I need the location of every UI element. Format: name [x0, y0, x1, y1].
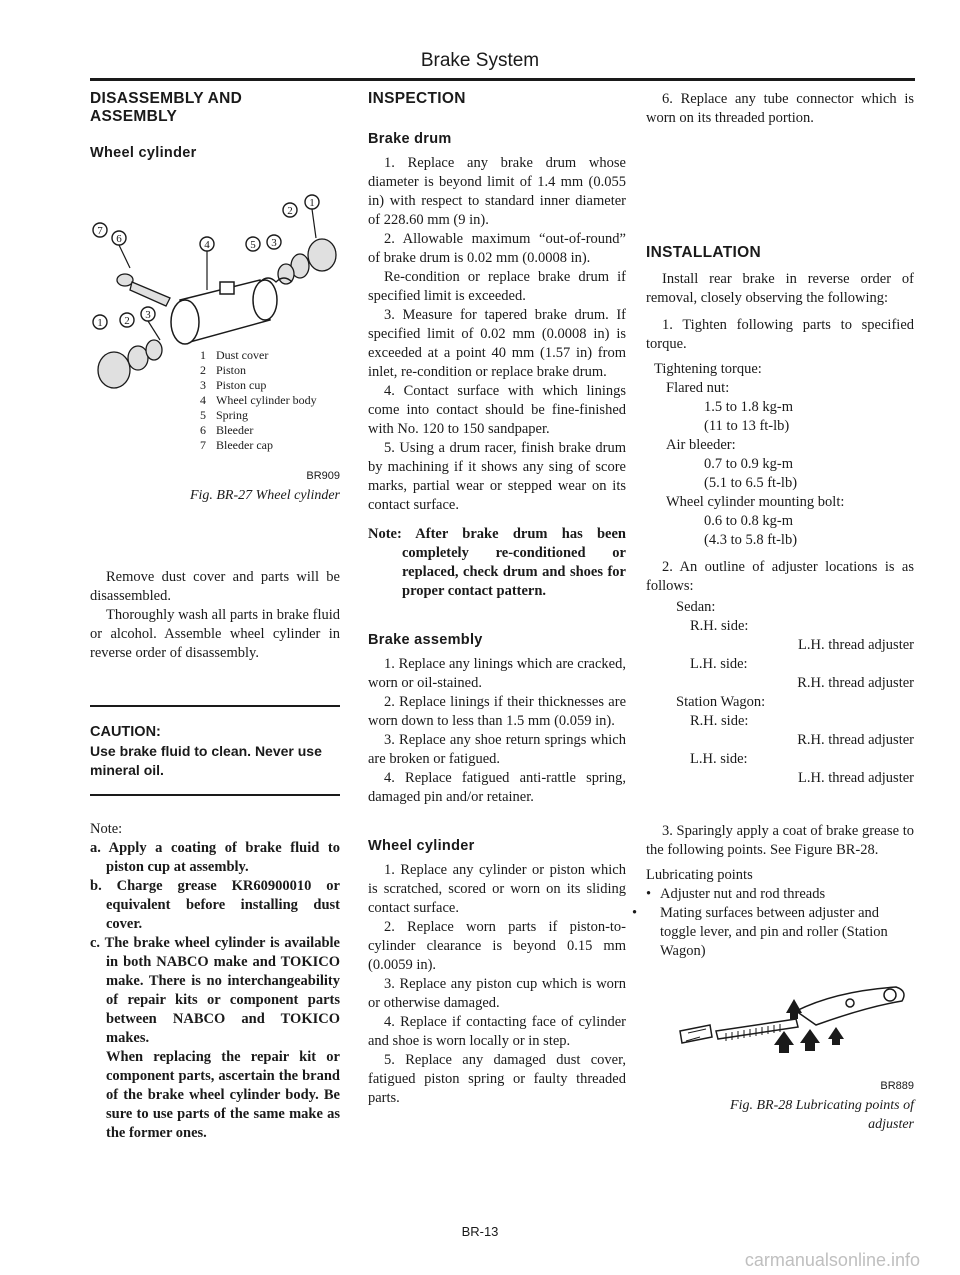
list-item: 3. Measure for tapered brake drum. If specified limit of 0.02 mm (0.0008 in) is exceeded at a point 40 mm (1.57 in) from inlet, re-condition or replace brake drum. — [368, 307, 626, 380]
svg-text:1: 1 — [97, 317, 103, 329]
svg-text:1: 1 — [309, 197, 315, 209]
adjuster-type: L.H. thread adjuster — [798, 770, 914, 786]
wheel-cylinder-figure — [90, 170, 340, 452]
figure-caption-line1: Fig. BR-28 Lubricating points of — [730, 1098, 914, 1113]
lub-point: • Mating surfaces between adjuster and toggle lever, and pin and roller (Station Wagon) — [646, 904, 914, 961]
subheading-brake-drum: Brake drum — [368, 131, 452, 147]
page-number: BR-13 — [461, 1224, 499, 1239]
section-heading-installation: INSTALLATION — [646, 244, 761, 261]
list-item: 1. Tighten following parts to specified torque. — [646, 317, 914, 352]
svg-text:4: 4 — [204, 239, 210, 251]
list-item: 2. Replace linings if their thicknesses are worn down to less than 1.5 mm (0.059 in). — [368, 694, 626, 729]
torque-item-label: Air bleeder: — [666, 437, 736, 453]
caution-rule-bottom — [90, 794, 340, 796]
note-item: b. Charge grease KR60900010 or equivalent before installing dust cover. — [90, 878, 340, 932]
list-item: 5. Using a drum racer, finish brake drum by machining if it shows any sing of score marks, partial wear or stepped wear on its contact surface. — [368, 440, 626, 513]
adjuster-group: Sedan: — [676, 599, 716, 615]
list-item: 3. Sparingly apply a coat of brake grease to the following points. See Figure BR-28. — [646, 823, 914, 858]
watermark: carmanualsonline.info — [744, 1250, 920, 1270]
torque-table — [646, 360, 914, 550]
adjuster-side: R.H. side: — [690, 713, 749, 729]
legend-item: 4 Wheel cylinder body — [200, 393, 317, 407]
torque-item-label: Wheel cylinder mounting bolt: — [666, 494, 845, 510]
caution-title: CAUTION: — [90, 724, 161, 740]
svg-text:2: 2 — [287, 205, 293, 217]
list-item: 1. Replace any brake drum whose diameter is beyond limit of 1.4 mm (0.055 in) with respect to standard inner diameter of 228.60 mm (9 in). — [368, 155, 626, 228]
adjuster-drawing — [646, 981, 914, 1067]
drum-items — [368, 154, 626, 515]
figure-caption: Fig. BR-27 Wheel cylinder — [189, 488, 340, 503]
legend-item: 1 Dust cover — [200, 348, 269, 362]
paragraph: Thoroughly wash all parts in brake fluid or alcohol. Assemble wheel cylinder in reverse order of disassembly. — [90, 607, 340, 661]
svg-text:3: 3 — [145, 309, 151, 321]
svg-text:6: 6 — [116, 233, 122, 245]
adjuster-type: R.H. thread adjuster — [797, 675, 914, 691]
section-heading-inspection: INSPECTION — [368, 90, 466, 107]
note-label: Note: — [90, 821, 123, 837]
note-item: c. The brake wheel cylinder is available in both NABCO make and TOKICO make. There is no interchangeability of repair kits or component parts between NABCO and TOKICO makes. — [90, 935, 340, 1046]
list-item: 3. Replace any piston cup which is worn or otherwise damaged. — [368, 976, 626, 1011]
adjuster-table — [646, 598, 914, 788]
adjuster-side: R.H. side: — [690, 618, 749, 634]
caution-text: Use brake fluid to clean. Never use mineral oil. — [90, 743, 322, 778]
subheading-wheel-cylinder-inspection: Wheel cylinder — [368, 838, 475, 854]
adjuster-figure — [646, 981, 914, 1067]
note-item: a. Apply a coating of brake fluid to piston cup at assembly. — [90, 840, 340, 875]
torque-value: 0.6 to 0.8 kg-m — [704, 513, 794, 529]
list-item: 2. Replace worn parts if piston-to-cylinder clearance is beyond 0.15 mm (0.0059 in). — [368, 919, 626, 973]
torque-value: 1.5 to 1.8 kg-m — [704, 399, 794, 415]
figure-caption-line2: adjuster — [868, 1117, 914, 1132]
list-item: 1. Replace any cylinder or piston which is scratched, scored or worn on its sliding contact surface. — [368, 862, 626, 916]
torque-label: Tightening torque: — [654, 361, 762, 377]
figure-legend — [200, 348, 340, 453]
adjuster-group: Station Wagon: — [676, 694, 766, 710]
subheading-brake-assembly: Brake assembly — [368, 632, 483, 648]
legend-item: 5 Spring — [200, 408, 249, 422]
list-item: 3. Replace any shoe return springs which are broken or fatigued. — [368, 732, 626, 767]
figure-code: BR909 — [306, 470, 340, 482]
svg-text:3: 3 — [271, 237, 277, 249]
svg-text:2: 2 — [124, 315, 130, 327]
adjuster-type: R.H. thread adjuster — [797, 732, 914, 748]
list-item: 6. Replace any tube connector which is worn on its threaded portion. — [646, 91, 914, 126]
torque-value: 0.7 to 0.9 kg-m — [704, 456, 794, 472]
assembly-items — [368, 655, 626, 807]
torque-item-label: Flared nut: — [666, 380, 730, 396]
svg-text:7: 7 — [97, 225, 103, 237]
torque-value: (11 to 13 ft-lb) — [704, 418, 790, 434]
figure-code: BR889 — [880, 1080, 914, 1092]
legend-item: 6 Bleeder — [200, 423, 254, 437]
header-rule — [90, 78, 915, 81]
cylinder-items — [368, 861, 626, 1108]
page-header-title: Brake System — [420, 50, 540, 71]
paragraph: Remove dust cover and parts will be disassembled. — [90, 569, 340, 604]
column-3 — [646, 90, 914, 1134]
legend-item: 7 Bleeder cap — [200, 438, 273, 452]
adjuster-type: L.H. thread adjuster — [798, 637, 914, 653]
column-2 — [368, 90, 626, 1108]
paragraph: Install rear brake in reverse order of removal, closely observing the following: — [646, 271, 914, 306]
legend-item: 2 Piston — [200, 363, 247, 377]
list-item: 4. Replace if contacting face of cylinder and shoe is worn locally or in step. — [368, 1014, 626, 1049]
lub-point: • Adjuster nut and rod threads — [646, 885, 914, 904]
section-heading-disassembly: DISASSEMBLY AND ASSEMBLY — [90, 90, 243, 125]
list-item: 5. Replace any damaged dust cover, fatigued piston spring or faulty threaded parts. — [368, 1052, 626, 1106]
list-item: Re-condition or replace brake drum if specified limit is exceeded. — [368, 269, 626, 304]
adjuster-side: L.H. side: — [690, 656, 748, 672]
adjuster-side: L.H. side: — [690, 751, 748, 767]
column-1 — [90, 90, 340, 1143]
list-item: 1. Replace any linings which are cracked, worn or oil-stained. — [368, 656, 626, 691]
list-item: 4. Contact surface with which linings come into contact should be fine-finished with No. 120 to 150 sandpaper. — [368, 383, 626, 437]
torque-value: (5.1 to 6.5 ft-lb) — [704, 475, 798, 491]
legend-item: 3 Piston cup — [200, 378, 267, 392]
list-item: 2. An outline of adjuster locations is as follows: — [646, 559, 914, 594]
subheading-wheel-cylinder: Wheel cylinder — [90, 145, 197, 161]
caution-rule-top — [90, 705, 340, 707]
list-item: 2. Allowable maximum “out-of-round” of brake drum is 0.02 mm (0.0008 in). — [368, 231, 626, 266]
note-item: When replacing the repair kit or component parts, ascertain the brand of the brake wheel cylinder body. Be sure to use parts of the same make as the former ones. — [106, 1049, 340, 1141]
drum-note: Note: After brake drum has been completely re-conditioned or replaced, check drum and shoes for proper contact pattern. — [368, 526, 626, 599]
svg-text:5: 5 — [250, 239, 256, 251]
notes-list — [90, 839, 340, 1143]
lubricating-label: Lubricating points — [646, 867, 753, 883]
torque-value: (4.3 to 5.8 ft-lb) — [704, 532, 798, 548]
list-item: 4. Replace fatigued anti-rattle spring, damaged pin and/or retainer. — [368, 770, 626, 805]
